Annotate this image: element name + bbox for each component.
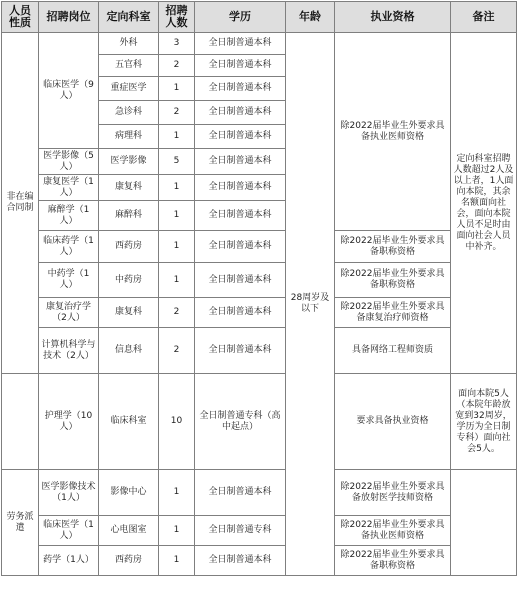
age-cell: 28周岁及以下: [286, 33, 335, 576]
category-cell: 劳务派遣: [2, 470, 39, 576]
position-cell: 中药学（1人）: [39, 263, 99, 298]
department-cell: 西药房: [99, 546, 159, 576]
table-row: [2, 546, 517, 576]
header-education: 学历: [195, 2, 286, 33]
count-cell: 1: [159, 201, 195, 231]
department-cell: 心电图室: [99, 516, 159, 546]
department-cell: 信息科: [99, 328, 159, 374]
count-cell: 1: [159, 125, 195, 149]
count-cell: 2: [159, 298, 195, 328]
qualification-cell: 除2022届毕业生外要求具备执业医师资格: [335, 516, 451, 546]
department-cell: 临床科室: [99, 374, 159, 470]
remarks-cell: 面向本院5人（本院年龄放宽到32周岁，学历为全日制专科）面向社会5人。: [451, 374, 517, 470]
table-row: [2, 328, 517, 374]
count-cell: 1: [159, 546, 195, 576]
table-row: [2, 470, 517, 516]
education-cell: 全日制普通本科: [195, 231, 286, 263]
header-qualification: 执业资格: [335, 2, 451, 33]
recruitment-table: [1, 1, 517, 576]
position-cell: 临床药学（1人）: [39, 231, 99, 263]
department-cell: 影像中心: [99, 470, 159, 516]
count-cell: 1: [159, 231, 195, 263]
education-cell: 全日制普通本科: [195, 263, 286, 298]
header-age: 年龄: [286, 2, 335, 33]
count-cell: 1: [159, 470, 195, 516]
department-cell: 急诊科: [99, 101, 159, 125]
position-cell: 康复医学（1人）: [39, 175, 99, 201]
position-cell: 医学影像技术（1人）: [39, 470, 99, 516]
table-row: [2, 231, 517, 263]
header-position: 招聘岗位: [39, 2, 99, 33]
education-cell: 全日制普通本科: [195, 298, 286, 328]
department-cell: 西药房: [99, 231, 159, 263]
table-row: [2, 516, 517, 546]
department-cell: 康复科: [99, 298, 159, 328]
position-cell: 药学（1人）: [39, 546, 99, 576]
count-cell: 2: [159, 328, 195, 374]
count-cell: 10: [159, 374, 195, 470]
count-cell: 3: [159, 33, 195, 55]
table-row: [2, 33, 517, 55]
department-cell: 重症医学: [99, 77, 159, 101]
position-cell: 临床医学（1人）: [39, 516, 99, 546]
qualification-cell: 具备网络工程师资质: [335, 328, 451, 374]
department-cell: 麻醉科: [99, 201, 159, 231]
qualification-cell: 除2022届毕业生外要求具备职称资格: [335, 263, 451, 298]
remarks-cell: [451, 470, 517, 576]
department-cell: 医学影像: [99, 149, 159, 175]
qualification-cell: 除2022届毕业生外要求具备职称资格: [335, 231, 451, 263]
department-cell: 中药房: [99, 263, 159, 298]
position-cell: 康复治疗学（2人）: [39, 298, 99, 328]
education-cell: 全日制普通本科: [195, 546, 286, 576]
header-row: [2, 2, 517, 33]
education-cell: 全日制普通本科: [195, 149, 286, 175]
position-cell: 麻醉学（1人）: [39, 201, 99, 231]
header-count: 招聘人数: [159, 2, 195, 33]
table-row: [2, 263, 517, 298]
education-cell: 全日制普通本科: [195, 175, 286, 201]
position-cell: 计算机科学与技术（2人）: [39, 328, 99, 374]
count-cell: 5: [159, 149, 195, 175]
position-cell: 医学影像（5人）: [39, 149, 99, 175]
table-row: [2, 374, 517, 470]
education-cell: 全日制普通本科: [195, 201, 286, 231]
qualification-cell: 除2022届毕业生外要求具备执业医师资格: [335, 33, 451, 231]
education-cell: 全日制普通本科: [195, 77, 286, 101]
department-cell: 康复科: [99, 175, 159, 201]
position-cell: 护理学（10人）: [39, 374, 99, 470]
count-cell: 1: [159, 263, 195, 298]
department-cell: 五官科: [99, 55, 159, 77]
qualification-cell: 除2022届毕业生外要求具备放射医学技师资格: [335, 470, 451, 516]
header-department: 定向科室: [99, 2, 159, 33]
education-cell: 全日制普通本科: [195, 125, 286, 149]
category-cell: [2, 374, 39, 470]
header-remarks: 备注: [451, 2, 517, 33]
table-row: [2, 298, 517, 328]
count-cell: 1: [159, 516, 195, 546]
remarks-cell: 定向科室招聘人数超过2人及以上者，1人面向本院，其余名额面向社会，面向本院人员不足时由面向社会人员中补齐。: [451, 33, 517, 374]
department-cell: 病理科: [99, 125, 159, 149]
count-cell: 1: [159, 77, 195, 101]
education-cell: 全日制普通本科: [195, 55, 286, 77]
header-category: 人员性质: [2, 2, 39, 33]
education-cell: 全日制普通本科: [195, 470, 286, 516]
category-cell: 非在编合同制: [2, 33, 39, 374]
education-cell: 全日制普通本科: [195, 328, 286, 374]
education-cell: 全日制普通本科: [195, 101, 286, 125]
education-cell: 全日制普通专科（高中起点）: [195, 374, 286, 470]
qualification-cell: 除2022届毕业生外要求具备职称资格: [335, 546, 451, 576]
qualification-cell: 要求具备执业资格: [335, 374, 451, 470]
count-cell: 2: [159, 101, 195, 125]
education-cell: 全日制普通本科: [195, 33, 286, 55]
count-cell: 1: [159, 175, 195, 201]
education-cell: 全日制普通专科: [195, 516, 286, 546]
count-cell: 2: [159, 55, 195, 77]
position-cell: 临床医学（9人）: [39, 33, 99, 149]
department-cell: 外科: [99, 33, 159, 55]
qualification-cell: 除2022届毕业生外要求具备康复治疗师资格: [335, 298, 451, 328]
